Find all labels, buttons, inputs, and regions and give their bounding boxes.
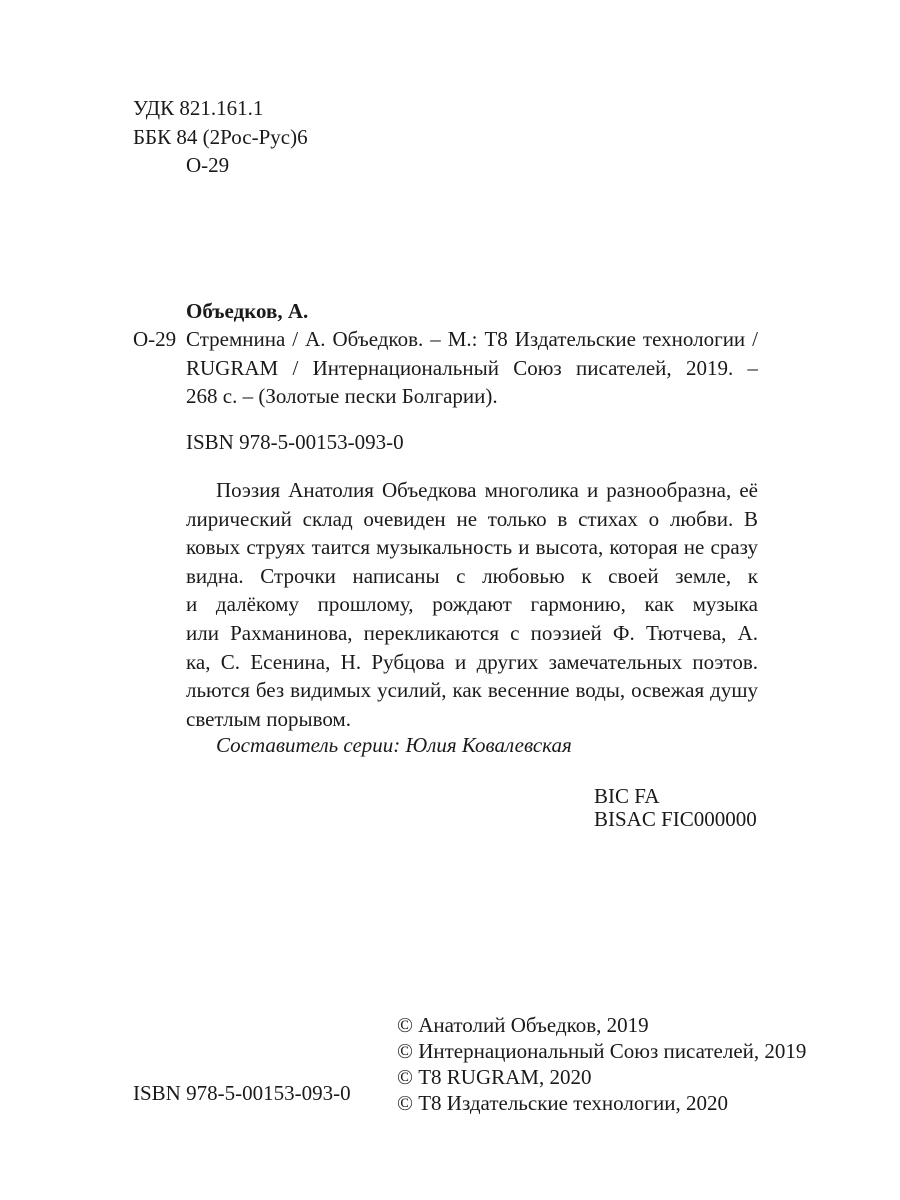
author-heading: Объедков, А. [186, 299, 309, 323]
isbn-bottom: ISBN 978-5-00153-093-0 [133, 1081, 351, 1105]
annotation-line: ковых струях таится музыкальность и высота, которая не сразу [186, 535, 758, 560]
description-line: RUGRAM / Интернациональный Союз писателей, 2019. – [186, 355, 758, 380]
bic-code: BIC FA [594, 784, 660, 808]
annotation-line: ка, С. Есенина, Н. Рубцова и других замечательных поэтов. [186, 649, 758, 674]
annotation-line: видна. Строчки написаны с любовью к своей земле, к [186, 563, 758, 588]
copyright-line: © Т8 RUGRAM, 2020 [397, 1065, 592, 1089]
annotation-line: Поэзия Анатолия Объедкова многолика и разнообразна, её [216, 478, 758, 502]
annotation-line: лирический склад очевиден не только в стихах о любви. В [186, 506, 758, 531]
annotation-line: и далёкому прошлому, рождают гармонию, как музыка [186, 592, 758, 617]
annotation-paragraph [186, 476, 758, 733]
margin-author-sign: О-29 [133, 327, 177, 351]
description-line: Стремнина / А. Объедков. – М.: Т8 Издательские технологии / [186, 327, 758, 351]
annotation-line: или Рахманинова, перекликаются с поэзией Ф. Тютчева, А. [186, 620, 758, 645]
author-sign: О-29 [186, 153, 230, 177]
udk-code: УДК 821.161.1 [133, 96, 264, 120]
annotation-line: светлым порывом. [186, 706, 351, 731]
description-line: 268 с. – (Золотые пески Болгарии). [186, 384, 498, 409]
isbn-top: ISBN 978-5-00153-093-0 [186, 430, 404, 454]
copyright-line: © Т8 Издательские технологии, 2020 [397, 1091, 728, 1115]
copyright-line: © Интернациональный Союз писателей, 2019 [397, 1039, 807, 1063]
copyright-line: © Анатолий Объедков, 2019 [397, 1013, 649, 1037]
series-compiler: Составитель серии: Юлия Ковалевская [216, 733, 572, 757]
annotation-line: льются без видимых усилий, как весенние воды, освежая душу [186, 678, 758, 703]
copyright-block [397, 1012, 806, 1116]
bibliographic-description [186, 325, 758, 411]
bbk-code: ББК 84 (2Рос-Рус)6 [133, 125, 308, 149]
bisac-code: BISAC FIC000000 [594, 807, 757, 831]
